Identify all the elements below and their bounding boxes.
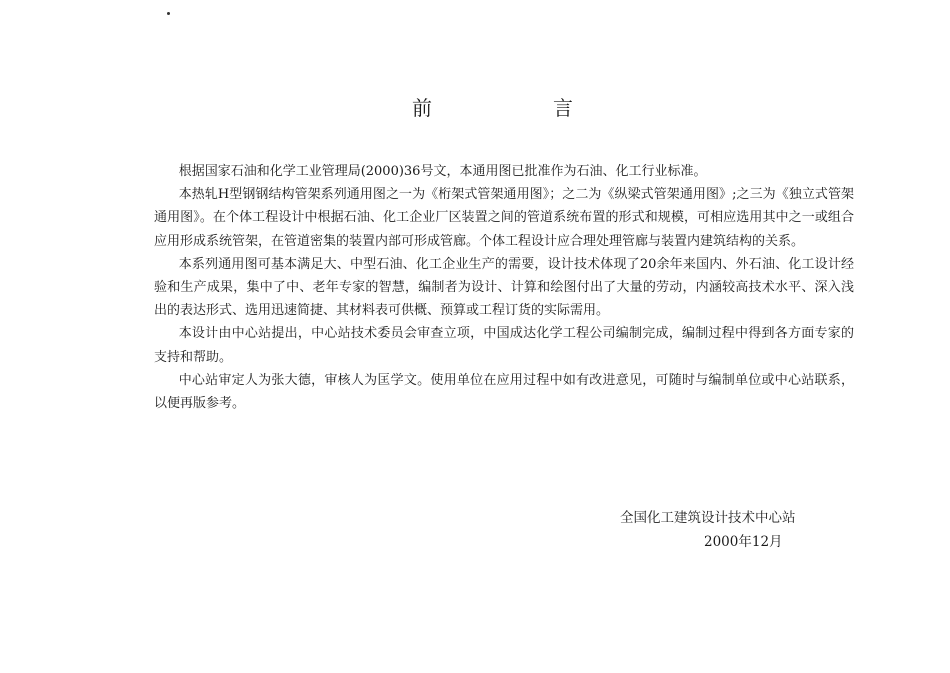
scan-speck — [167, 12, 170, 15]
title-char-1: 前 — [412, 96, 432, 120]
signature-organization: 全国化工建筑设计技术中心站 — [620, 510, 796, 526]
paragraph-3: 本系列通用图可基本满足大、中型石油、化工企业生产的需要，设计技术体现了20余年来国内、外石油、化工设计经验和生产成果，集中了中、老年专家的智慧，编制者为设计、计算和绘图付出了大量的劳动，内涵较高技术水平、深入浅出的表达形式、选用迅速简捷、其材料表可供概、预算或工程订货的实际需用。 — [154, 256, 854, 319]
signature-block — [620, 506, 796, 554]
paragraph-5: 中心站审定人为张大德，审核人为匡学文。使用单位在应用过程中如有改进意见，可随时与编制单位或中心站联系，以便再版参考。 — [154, 372, 854, 412]
title-char-2: 言 — [553, 96, 573, 120]
paragraph-1: 根据国家石油和化学工业管理局(2000)36号文，本通用图已批准作为石油、化工行业标准。 — [178, 164, 707, 179]
signature-date: 2000年12月 — [704, 534, 783, 550]
paragraph-2: 本热轧H型钢钢结构管架系列通用图之一为《桁架式管架通用图》；之二为《纵梁式管架通用图》;之三为《独立式管架通用图》。在个体工程设计中根据石油、化工企业厂区装置之间的管道系统布置的形式和规模，可相应选用其中之一或组合应用形成系统管架，在管道密集的装置内部可形成管廊。个体工程设计应合理处理管廊与装置内建筑结构的关系。 — [154, 187, 854, 249]
preface-body — [154, 160, 854, 415]
paragraph-4: 本设计由中心站提出，中心站技术委员会审查立项，中国成达化学工程公司编制完成，编制过程中得到各方面专家的支持和帮助。 — [154, 326, 854, 365]
